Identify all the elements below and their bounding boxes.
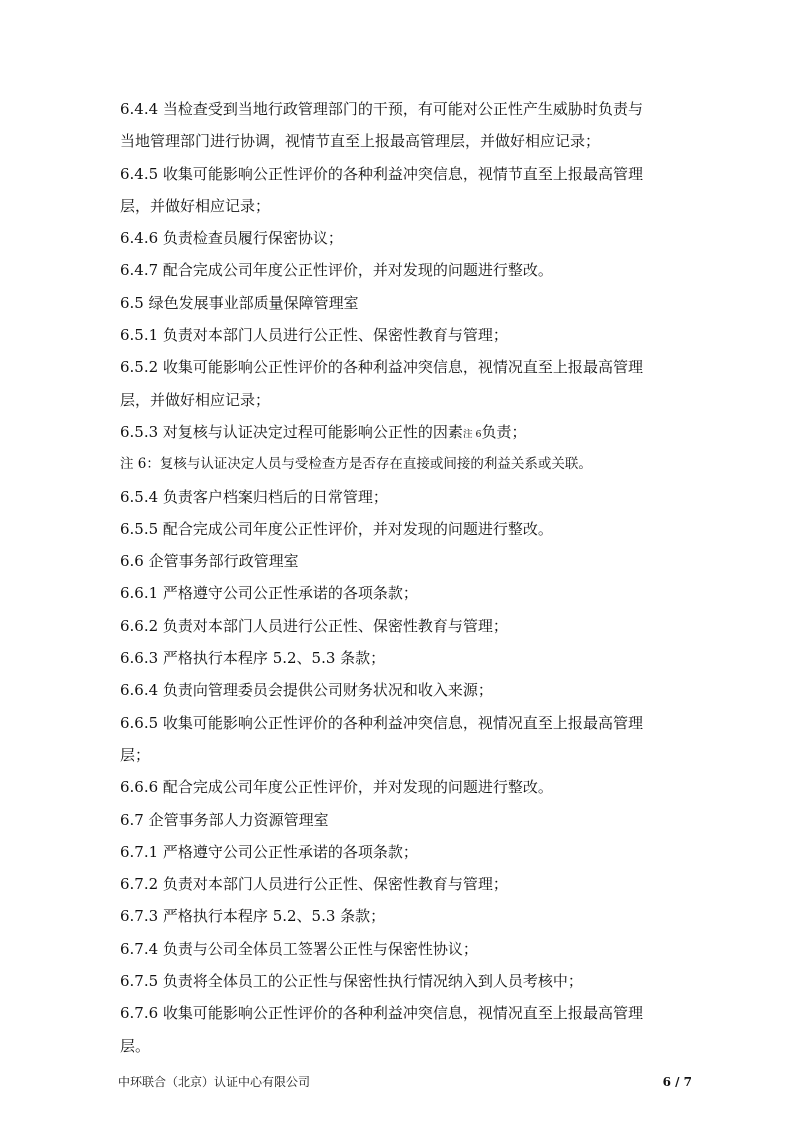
text-line: 6.6.5 收集可能影响公正性评价的各种利益冲突信息，视情况直至上报最高管理 <box>120 713 643 732</box>
text-line: 6.7.2 负责对本部门人员进行公正性、保密性教育与管理； <box>120 875 508 894</box>
text-line: 6.6.4 负责向管理委员会提供公司财务状况和收入来源； <box>120 681 493 700</box>
text-line: 6.6.3 严格执行本程序 5.2、5.3 条款； <box>120 649 386 668</box>
text-line: 6.5.5 配合完成公司年度公正性评价，并对发现的问题进行整改。 <box>120 519 553 538</box>
text-segment: 负责； <box>481 422 527 441</box>
footer-company: 中环联合（北京）认证中心有限公司 <box>118 1075 311 1089</box>
text-segment: 6.5.3 对复核与认证决定过程可能影响公正性的因素 <box>120 422 463 441</box>
text-line: 6.7.4 负责与公司全体员工签署公正性与保密性协议； <box>120 939 478 958</box>
text-line: 层； <box>120 745 151 764</box>
text-line: 当地管理部门进行协调，视情节直至上报最高管理层，并做好相应记录； <box>120 132 601 151</box>
text-line: 6.6.6 配合完成公司年度公正性评价，并对发现的问题进行整改。 <box>120 778 553 797</box>
text-line: 6.4.7 配合完成公司年度公正性评价，并对发现的问题进行整改。 <box>120 261 553 280</box>
section-heading: 6.7 企管事务部人力资源管理室 <box>120 810 329 829</box>
text-line: 6.4.4 当检查受到当地行政管理部门的干预，有可能对公正性产生威胁时负责与 <box>120 100 643 118</box>
text-line: 6.5.2 收集可能影响公正性评价的各种利益冲突信息，视情况直至上报最高管理 <box>120 358 643 377</box>
note-text: 注 6：复核与认证决定人员与受检查方是否存在直接或间接的利益关系或关联。 <box>120 456 592 473</box>
note-reference: 注 6 <box>462 428 482 440</box>
text-line: 层，并做好相应记录； <box>120 196 271 215</box>
text-line: 6.4.6 负责检查员履行保密协议； <box>120 229 343 248</box>
section-heading: 6.5 绿色发展事业部质量保障管理室 <box>120 293 359 312</box>
text-line: 层。 <box>120 1036 151 1055</box>
text-line: 6.7.1 严格遵守公司公正性承诺的各项条款； <box>120 842 418 861</box>
section-heading: 6.6 企管事务部行政管理室 <box>120 552 299 571</box>
text-line: 6.5.1 负责对本部门人员进行公正性、保密性教育与管理； <box>120 326 508 345</box>
page-number: 6 / 7 <box>662 1075 692 1089</box>
text-line: 6.7.6 收集可能影响公正性评价的各种利益冲突信息，视情况直至上报最高管理 <box>120 1004 643 1023</box>
document-body <box>120 93 700 1062</box>
text-line: 6.4.5 收集可能影响公正性评价的各种利益冲突信息，视情节直至上报最高管理 <box>120 164 643 183</box>
text-line: 6.5.4 负责客户档案归档后的日常管理； <box>120 487 388 506</box>
text-line: 6.6.2 负责对本部门人员进行公正性、保密性教育与管理； <box>120 616 508 635</box>
text-line: 6.6.1 严格遵守公司公正性承诺的各项条款； <box>120 584 418 603</box>
text-line: 6.7.3 严格执行本程序 5.2、5.3 条款； <box>120 907 386 926</box>
text-line-with-note-ref <box>120 416 700 448</box>
text-line: 6.7.5 负责将全体员工的公正性与保密性执行情况纳入到人员考核中； <box>120 972 583 991</box>
text-line: 层，并做好相应记录； <box>120 390 271 409</box>
